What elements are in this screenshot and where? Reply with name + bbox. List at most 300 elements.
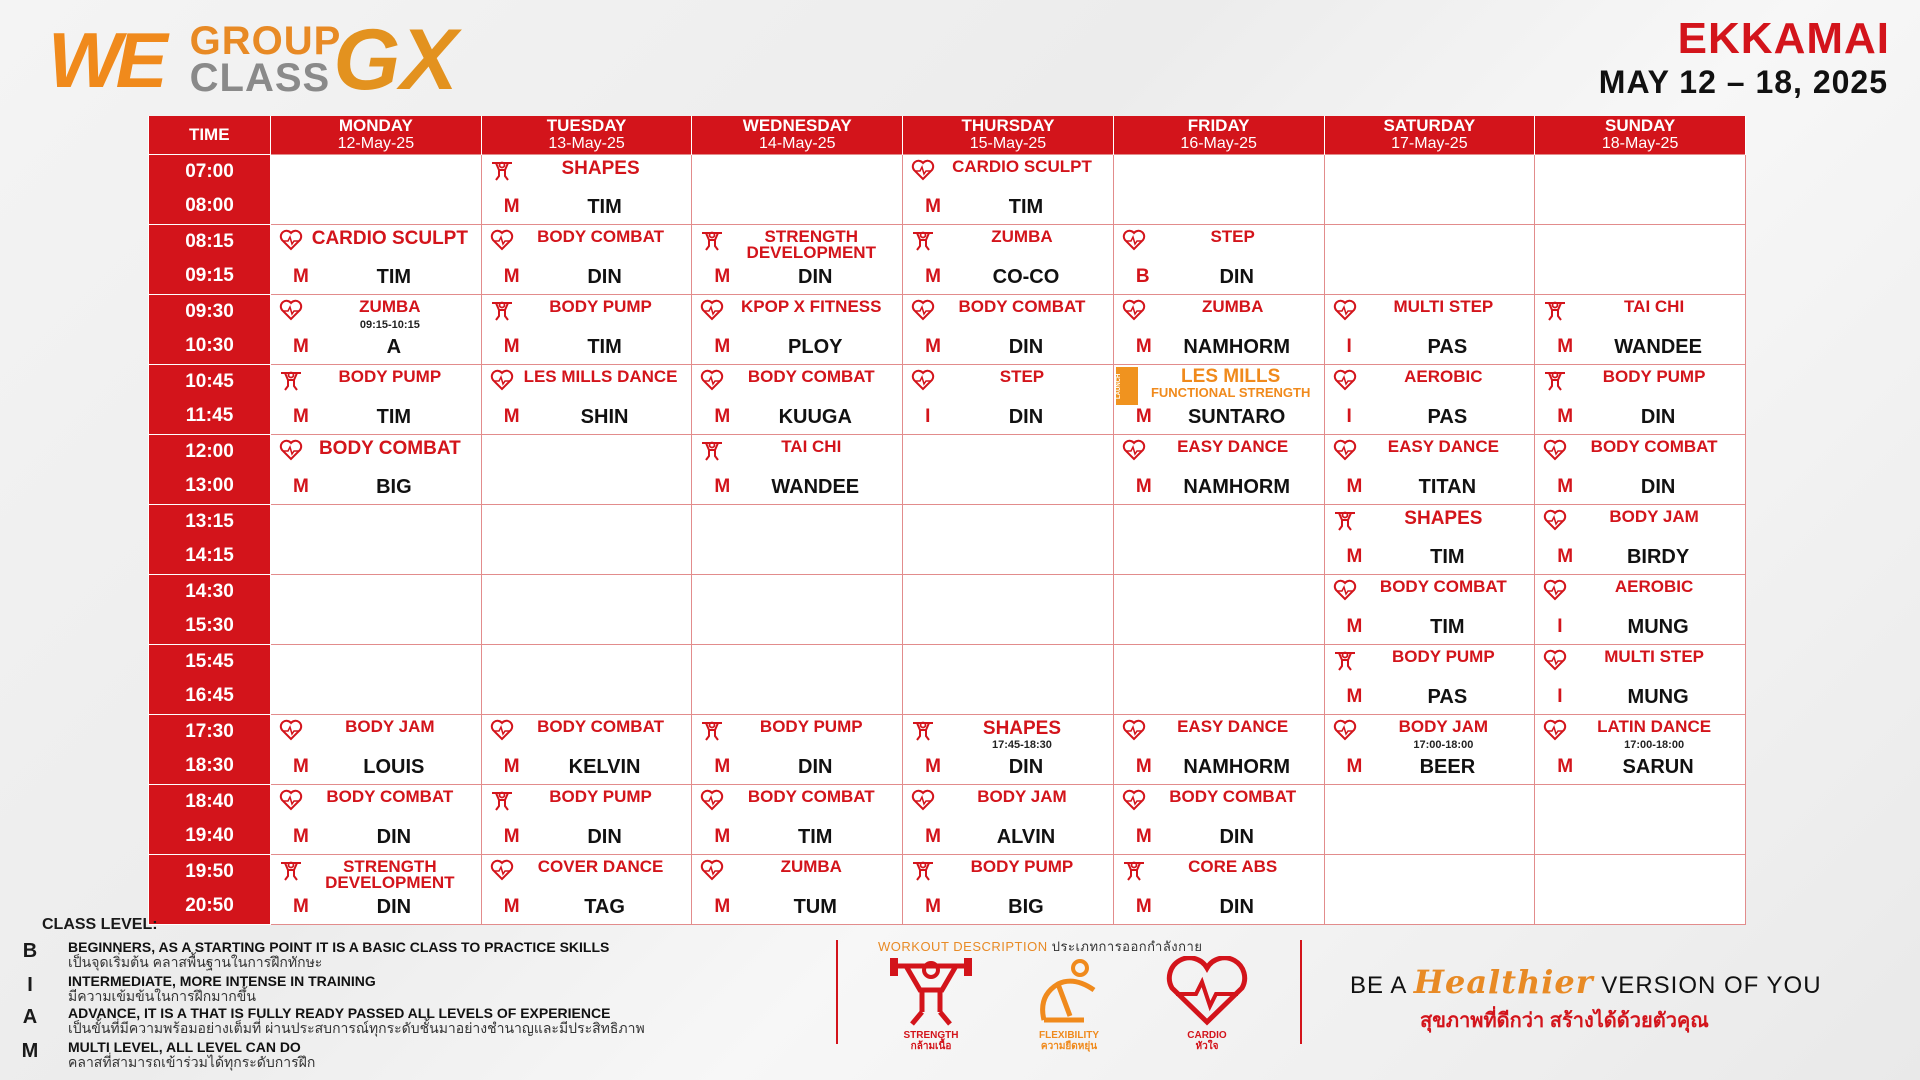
- class-cell: [692, 294, 903, 364]
- class-level: M: [925, 895, 941, 917]
- class-cell: [692, 714, 903, 784]
- cardio-icon: [490, 369, 514, 391]
- class-level: M: [1346, 475, 1363, 497]
- cardio-icon: [700, 299, 724, 321]
- instructor-name: PAS: [1427, 685, 1468, 708]
- class-cell: [692, 364, 903, 434]
- class-name: STEP: [1210, 226, 1255, 246]
- time-cell: [149, 294, 271, 364]
- class-time-note: 09:15-10:15: [359, 318, 420, 331]
- instructor-name: SUNTARO: [1187, 405, 1286, 428]
- instructor-name: DIN: [1219, 265, 1254, 288]
- instructor-name: DIN: [1219, 825, 1254, 848]
- class-level: M: [714, 405, 731, 427]
- empty-cell: [481, 574, 692, 644]
- class-cell: [1535, 294, 1746, 364]
- class-level: M: [925, 265, 941, 287]
- start-time: 08:15: [185, 230, 234, 252]
- class-level: M: [1135, 895, 1152, 917]
- end-time: 13:00: [185, 475, 234, 496]
- class-name: BODY JAM: [345, 716, 435, 736]
- class-name: EASY DANCE: [1177, 436, 1289, 456]
- class-level: I: [1346, 405, 1352, 427]
- end-time: 08:00: [185, 195, 234, 216]
- class-name: STRENGTH DEVELOPMENT: [746, 226, 876, 262]
- class-cell: [903, 224, 1114, 294]
- strength-icon: [1543, 369, 1567, 391]
- empty-cell: [1324, 784, 1535, 854]
- logo-group-class: GROUP CLASS: [189, 19, 342, 100]
- instructor-name: DIN: [1640, 475, 1676, 498]
- instructor-name: DIN: [798, 265, 833, 288]
- class-name: CARDIO SCULPT: [952, 156, 1092, 176]
- cardio-icon: [1543, 509, 1567, 531]
- class-name: CORE ABS: [1188, 856, 1278, 876]
- instructor-name: SARUN: [1622, 755, 1694, 778]
- cardio-icon: [1122, 229, 1146, 251]
- instructor-name: MUNG: [1627, 685, 1689, 708]
- end-time: 18:30: [185, 755, 234, 776]
- divider: [1300, 940, 1302, 1044]
- instructor-name: TAG: [584, 895, 625, 918]
- launch-badge: LAUNCH: [1116, 367, 1138, 405]
- empty-cell: [481, 644, 692, 714]
- start-time: 15:45: [185, 650, 234, 672]
- class-name: BODY JAM: [1609, 506, 1699, 526]
- end-time: 19:40: [185, 825, 234, 846]
- instructor-name: TIM: [587, 195, 622, 218]
- class-name: ZUMBA: [991, 226, 1053, 246]
- cardio-icon: [1333, 299, 1357, 321]
- cardio-icon: [1333, 369, 1357, 391]
- cardio-icon: [279, 299, 303, 321]
- empty-cell: [692, 574, 903, 644]
- instructor-name: MUNG: [1627, 615, 1689, 638]
- empty-cell: [271, 574, 482, 644]
- instructor-name: DIN: [587, 265, 622, 288]
- class-name: SHAPES: [1404, 507, 1483, 529]
- day-header: THURSDAY 15-May-25: [903, 116, 1114, 154]
- class-cell: [903, 154, 1114, 224]
- class-name: LES MILLS DANCE: [523, 366, 678, 386]
- instructor-name: DIN: [376, 825, 412, 848]
- class-time-note: 17:00-18:00: [1413, 738, 1474, 751]
- level-description: MULTI LEVEL, ALL LEVEL CAN DO คลาสที่สามารถเข้าร่วมได้ทุกระดับการฝึก: [68, 1039, 316, 1070]
- class-level: M: [1346, 685, 1363, 707]
- cardio-icon: [490, 859, 514, 881]
- divider: [836, 940, 838, 1044]
- cardio-icon: [911, 299, 935, 321]
- empty-cell: [1324, 854, 1535, 924]
- table-row: [149, 574, 1746, 644]
- class-cell: [1324, 504, 1535, 574]
- class-name: ZUMBA: [780, 856, 842, 876]
- end-time: 20:50: [185, 895, 234, 916]
- time-cell: [149, 504, 271, 574]
- class-name: BODY COMBAT: [318, 437, 461, 459]
- start-time: 13:15: [185, 510, 234, 532]
- class-cell: [1113, 714, 1324, 784]
- class-cell: [1324, 644, 1535, 714]
- table-row: [149, 434, 1746, 504]
- class-cell: [271, 434, 482, 504]
- schedule-header-row: [149, 116, 1746, 154]
- end-time: 14:15: [185, 545, 234, 566]
- class-cell: [481, 784, 692, 854]
- class-cell: [481, 294, 692, 364]
- day-header: SATURDAY 17-May-25: [1324, 116, 1535, 154]
- class-level: B: [1135, 265, 1150, 287]
- class-cell: [903, 294, 1114, 364]
- time-cell: [149, 854, 271, 924]
- class-level: M: [1135, 475, 1152, 497]
- class-level: M: [503, 335, 520, 357]
- class-cell: [271, 294, 482, 364]
- end-time: 16:45: [185, 685, 234, 706]
- class-cell: [1324, 294, 1535, 364]
- class-cell: [271, 714, 482, 784]
- instructor-name: BIG: [376, 475, 412, 498]
- class-cell: [1324, 714, 1535, 784]
- class-cell: [692, 434, 903, 504]
- instructor-name: TIM: [376, 265, 412, 288]
- class-cell: [1113, 364, 1324, 434]
- class-name: BODY COMBAT: [1590, 436, 1718, 456]
- day-header: TUESDAY 13-May-25: [481, 116, 692, 154]
- empty-cell: [1324, 154, 1535, 224]
- class-name: BODY PUMP: [338, 366, 442, 386]
- cardio-icon: [1122, 299, 1146, 321]
- instructor-name: DIN: [1640, 405, 1676, 428]
- empty-cell: [1113, 574, 1324, 644]
- table-row: [149, 224, 1746, 294]
- class-name: KPOP X FITNESS: [741, 296, 882, 316]
- table-row: [149, 504, 1746, 574]
- class-name: ZUMBA: [1201, 296, 1264, 316]
- cardio-icon: [1543, 579, 1567, 601]
- empty-cell: [481, 504, 692, 574]
- class-level: M: [714, 475, 731, 497]
- time-header: TIME: [149, 116, 271, 154]
- class-level: M: [1557, 335, 1574, 357]
- start-time: 18:40: [185, 790, 234, 812]
- instructor-name: TIM: [798, 825, 833, 848]
- class-name: BODY PUMP: [1392, 646, 1495, 666]
- class-name: ZUMBA: [359, 296, 421, 316]
- cardio-icon: [700, 859, 724, 881]
- class-name: SHAPES: [561, 157, 640, 179]
- class-name: SHAPES: [982, 717, 1062, 739]
- time-cell: [149, 224, 271, 294]
- instructor-name: NAMHORM: [1183, 335, 1290, 358]
- empty-cell: [903, 644, 1114, 714]
- class-name: BODY COMBAT: [958, 296, 1086, 316]
- strength-icon: [886, 956, 976, 1028]
- class-level: M: [714, 825, 731, 847]
- strength-icon: [279, 369, 303, 391]
- end-time: 11:45: [185, 405, 234, 426]
- strength-icon: [700, 719, 724, 741]
- class-name: LATIN DANCE: [1597, 716, 1712, 736]
- end-time: 09:15: [185, 265, 234, 286]
- class-level: M: [714, 755, 731, 777]
- class-name: BODY COMBAT: [747, 366, 875, 386]
- end-time: 10:30: [185, 335, 234, 356]
- instructor-name: DIN: [1219, 895, 1254, 918]
- instructor-name: CO-CO: [992, 265, 1060, 288]
- time-cell: [149, 714, 271, 784]
- class-name: AEROBIC: [1404, 366, 1483, 386]
- empty-cell: [271, 154, 482, 224]
- empty-cell: [1535, 224, 1746, 294]
- empty-cell: [1113, 504, 1324, 574]
- class-cell: [1535, 504, 1746, 574]
- instructor-name: NAMHORM: [1183, 755, 1290, 778]
- empty-cell: [271, 504, 482, 574]
- class-name: MULTI STEP: [1393, 296, 1494, 316]
- cardio-icon: [279, 439, 303, 461]
- instructor-name: NAMHORM: [1183, 475, 1290, 498]
- strength-icon: [1333, 649, 1357, 671]
- table-row: [149, 294, 1746, 364]
- strength-icon: [1122, 859, 1146, 881]
- level-description: ADVANCE, IT IS A THAT IS FULLY READY PASSED ALL LEVELS OF EXPERIENCE เป็นขั้นที่มีความพร้อมอย่างเต็มที่ ผ่านประสบการณ์ทุกระดับชั้นมาอย่างชำนาญและมีประสิทธิภาพ: [68, 1005, 645, 1036]
- empty-cell: [1113, 644, 1324, 714]
- strength-icon: [700, 439, 724, 461]
- class-level-title: CLASS LEVEL:: [42, 916, 158, 933]
- class-cell: [1113, 224, 1324, 294]
- level-description: BEGINNERS, AS A STARTING POINT IT IS A BASIC CLASS TO PRACTICE SKILLS เป็นจุดเริ่มต้น คลาสพื้นฐานในการฝึกทักษะ: [68, 939, 610, 970]
- class-name: CARDIO SCULPT: [311, 227, 468, 249]
- class-cell: [1535, 574, 1746, 644]
- cardio-icon: [1162, 956, 1252, 1028]
- class-level: M: [1557, 405, 1574, 427]
- empty-cell: [1535, 154, 1746, 224]
- class-level: M: [293, 265, 309, 287]
- class-name: STRENGTH DEVELOPMENT: [325, 856, 455, 892]
- instructor-name: PAS: [1427, 335, 1468, 358]
- cardio-icon: [279, 789, 303, 811]
- class-level: M: [503, 265, 520, 287]
- start-time: 19:50: [185, 860, 234, 882]
- slogan-thai: สุขภาพที่ดีกว่า สร้างได้ด้วยตัวคุณ: [1420, 1010, 1709, 1032]
- time-cell: [149, 154, 271, 224]
- class-level: M: [1346, 615, 1363, 637]
- time-cell: [149, 574, 271, 644]
- cardio-icon: [700, 369, 724, 391]
- class-level: M: [293, 335, 309, 357]
- cardio-icon: [1333, 439, 1357, 461]
- class-cell: [1113, 434, 1324, 504]
- workout-flexibility: FLEXIBILITY ความยืดหยุ่น: [1014, 956, 1124, 1052]
- day-header: WEDNESDAY 14-May-25: [692, 116, 903, 154]
- class-name: BODY JAM: [977, 786, 1067, 806]
- level-description: INTERMEDIATE, MORE INTENSE IN TRAINING มีความเข้มข้นในการฝึกมากขึ้น: [68, 973, 376, 1004]
- empty-cell: [903, 434, 1114, 504]
- cardio-icon: [490, 719, 514, 741]
- instructor-name: TIM: [376, 405, 412, 428]
- empty-cell: [692, 504, 903, 574]
- time-cell: [149, 434, 271, 504]
- strength-icon: [279, 859, 303, 881]
- cardio-icon: [1333, 579, 1357, 601]
- class-name: LES MILLS FUNCTIONAL STRENGTH: [1150, 365, 1311, 400]
- class-name: TAI CHI: [1624, 296, 1685, 316]
- instructor-name: TITAN: [1418, 475, 1477, 498]
- class-name: STEP: [999, 366, 1045, 386]
- workout-description-title: WORKOUT DESCRIPTION ประเภทการออกกำลังกาย: [878, 939, 1203, 954]
- start-time: 12:00: [185, 440, 234, 462]
- cardio-icon: [490, 229, 514, 251]
- time-cell: [149, 364, 271, 434]
- cardio-icon: [911, 789, 935, 811]
- class-cell: [692, 784, 903, 854]
- strength-icon: [911, 859, 935, 881]
- instructor-name: DIN: [1008, 755, 1044, 778]
- cardio-icon: [1122, 789, 1146, 811]
- cardio-icon: [1543, 719, 1567, 741]
- cardio-icon: [700, 789, 724, 811]
- class-name: BODY PUMP: [759, 716, 863, 736]
- instructor-name: TIM: [1430, 545, 1465, 568]
- class-level: M: [503, 195, 520, 217]
- class-cell: [692, 854, 903, 924]
- end-time: 15:30: [185, 615, 234, 636]
- class-cell: [271, 854, 482, 924]
- instructor-name: LOUIS: [363, 755, 425, 778]
- class-level: M: [1135, 335, 1152, 357]
- level-code: I: [27, 974, 33, 996]
- class-level: M: [503, 755, 520, 777]
- class-name: EASY DANCE: [1387, 436, 1499, 456]
- instructor-name: A: [386, 335, 402, 358]
- instructor-name: DIN: [587, 825, 622, 848]
- class-cell: [903, 784, 1114, 854]
- class-cell: [1535, 714, 1746, 784]
- empty-cell: [1535, 854, 1746, 924]
- class-level: M: [293, 895, 309, 917]
- class-cell: [271, 364, 482, 434]
- workout-cardio: CARDIO หัวใจ: [1152, 956, 1262, 1052]
- class-level: I: [1557, 615, 1563, 637]
- class-cell: [481, 854, 692, 924]
- day-header: FRIDAY 16-May-25: [1113, 116, 1324, 154]
- class-cell: [481, 224, 692, 294]
- instructor-name: TIM: [1008, 195, 1044, 218]
- class-level: I: [1557, 685, 1563, 707]
- empty-cell: [1535, 784, 1746, 854]
- workout-strength: STRENGTH กล้ามเนื้อ: [876, 956, 986, 1052]
- class-cell: [1113, 784, 1324, 854]
- class-name: BODY COMBAT: [1379, 576, 1507, 596]
- class-level: M: [925, 335, 941, 357]
- empty-cell: [1113, 154, 1324, 224]
- empty-cell: [903, 504, 1114, 574]
- class-cell: [903, 714, 1114, 784]
- time-cell: [149, 644, 271, 714]
- cardio-icon: [1333, 719, 1357, 741]
- instructor-name: KUUGA: [778, 405, 852, 428]
- class-level: M: [293, 755, 309, 777]
- class-name: EASY DANCE: [1177, 716, 1289, 736]
- table-row: [149, 364, 1746, 434]
- class-level: M: [293, 405, 309, 427]
- class-level: I: [1346, 335, 1352, 357]
- class-cell: [481, 154, 692, 224]
- instructor-name: BIRDY: [1626, 545, 1690, 568]
- class-cell: [1324, 434, 1535, 504]
- cardio-icon: [1122, 719, 1146, 741]
- level-code: M: [21, 1040, 39, 1062]
- branch-name: EKKAMAI: [1677, 14, 1890, 63]
- class-level: M: [503, 895, 520, 917]
- class-level: M: [503, 825, 520, 847]
- class-name: BODY COMBAT: [537, 226, 664, 246]
- class-cell: [1535, 644, 1746, 714]
- class-name: BODY COMBAT: [326, 786, 454, 806]
- instructor-name: DIN: [1008, 405, 1044, 428]
- empty-cell: [271, 644, 482, 714]
- class-name: MULTI STEP: [1604, 646, 1704, 666]
- class-cell: [1324, 574, 1535, 644]
- class-level: M: [503, 405, 520, 427]
- instructor-name: SHIN: [580, 405, 629, 428]
- instructor-name: DIN: [376, 895, 412, 918]
- flexibility-icon: [1024, 956, 1114, 1028]
- class-level: M: [293, 475, 309, 497]
- strength-icon: [911, 229, 935, 251]
- class-name: BODY PUMP: [1602, 366, 1706, 386]
- class-name: BODY PUMP: [549, 786, 652, 806]
- empty-cell: [903, 574, 1114, 644]
- class-name: COVER DANCE: [537, 856, 664, 876]
- class-level: M: [1135, 755, 1152, 777]
- class-level: M: [1346, 755, 1363, 777]
- class-level: I: [925, 405, 931, 427]
- class-name: BODY COMBAT: [1169, 786, 1297, 806]
- logo-gx: GX: [333, 12, 458, 108]
- day-header: SUNDAY 18-May-25: [1535, 116, 1746, 154]
- cardio-icon: [1543, 439, 1567, 461]
- class-level: M: [293, 825, 309, 847]
- class-level: M: [1346, 545, 1363, 567]
- cardio-icon: [279, 719, 303, 741]
- strength-icon: [700, 229, 724, 251]
- class-cell: [271, 784, 482, 854]
- class-name: BODY COMBAT: [537, 716, 664, 736]
- start-time: 10:45: [185, 370, 234, 392]
- instructor-name: TIM: [1430, 615, 1465, 638]
- brand-logo: [48, 12, 458, 108]
- class-name: BODY PUMP: [549, 296, 652, 316]
- empty-cell: [692, 154, 903, 224]
- class-name: BODY JAM: [1398, 716, 1489, 736]
- class-cell: [481, 364, 692, 434]
- instructor-name: WANDEE: [1614, 335, 1702, 358]
- table-row: [149, 854, 1746, 924]
- class-cell: [481, 714, 692, 784]
- class-cell: [271, 224, 482, 294]
- instructor-name: TUM: [793, 895, 837, 918]
- start-time: 17:30: [185, 720, 234, 742]
- instructor-name: PAS: [1427, 405, 1468, 428]
- class-time-note: 17:00-18:00: [1624, 738, 1685, 751]
- instructor-name: DIN: [1008, 335, 1044, 358]
- instructor-name: PLOY: [788, 335, 843, 358]
- class-level: M: [714, 895, 731, 917]
- class-level: M: [1557, 755, 1574, 777]
- strength-icon: [1543, 299, 1567, 321]
